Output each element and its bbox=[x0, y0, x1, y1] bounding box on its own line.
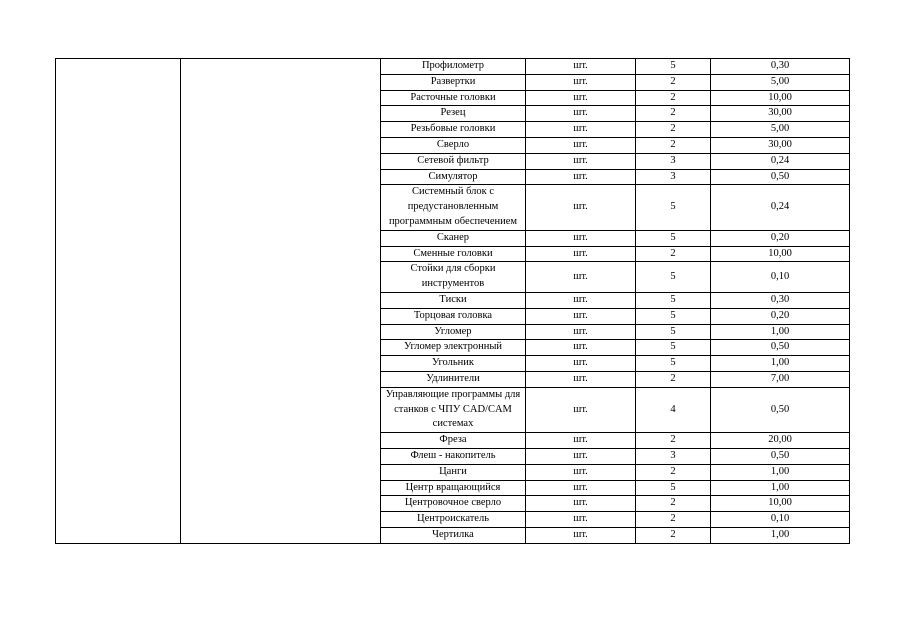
value-cell: 0,10 bbox=[711, 262, 850, 293]
value-cell: 0,50 bbox=[711, 387, 850, 432]
item-name-cell: Центр вращающийся bbox=[381, 480, 526, 496]
quantity-cell: 2 bbox=[636, 371, 711, 387]
value-cell: 0,50 bbox=[711, 340, 850, 356]
unit-cell: шт. bbox=[526, 262, 636, 293]
item-name-cell: Резец bbox=[381, 106, 526, 122]
quantity-cell: 5 bbox=[636, 59, 711, 75]
quantity-cell: 2 bbox=[636, 246, 711, 262]
item-name-cell: Чертилка bbox=[381, 527, 526, 543]
item-name-cell: Фреза bbox=[381, 433, 526, 449]
value-cell: 10,00 bbox=[711, 90, 850, 106]
item-name-cell: Профилометр bbox=[381, 59, 526, 75]
unit-cell: шт. bbox=[526, 433, 636, 449]
unit-cell: шт. bbox=[526, 340, 636, 356]
item-name-cell: Сетевой фильтр bbox=[381, 153, 526, 169]
quantity-cell: 2 bbox=[636, 512, 711, 528]
item-name-cell: Флеш - накопитель bbox=[381, 448, 526, 464]
unit-cell: шт. bbox=[526, 106, 636, 122]
item-name-cell: Расточные головки bbox=[381, 90, 526, 106]
value-cell: 5,00 bbox=[711, 74, 850, 90]
item-name-cell: Управляющие программы для станков с ЧПУ CAD/CAM системах bbox=[381, 387, 526, 432]
item-name-cell: Угломер электронный bbox=[381, 340, 526, 356]
unit-cell: шт. bbox=[526, 356, 636, 372]
quantity-cell: 2 bbox=[636, 74, 711, 90]
unit-cell: шт. bbox=[526, 464, 636, 480]
item-name-cell: Развертки bbox=[381, 74, 526, 90]
unit-cell: шт. bbox=[526, 371, 636, 387]
unit-cell: шт. bbox=[526, 324, 636, 340]
value-cell: 0,20 bbox=[711, 308, 850, 324]
value-cell: 1,00 bbox=[711, 464, 850, 480]
equipment-table bbox=[55, 58, 850, 544]
value-cell: 20,00 bbox=[711, 433, 850, 449]
unit-cell: шт. bbox=[526, 308, 636, 324]
item-name-cell: Центроискатель bbox=[381, 512, 526, 528]
value-cell: 1,00 bbox=[711, 324, 850, 340]
empty-column-1 bbox=[56, 59, 181, 544]
quantity-cell: 2 bbox=[636, 106, 711, 122]
quantity-cell: 5 bbox=[636, 340, 711, 356]
item-name-cell: Стойки для сборки инструментов bbox=[381, 262, 526, 293]
value-cell: 1,00 bbox=[711, 480, 850, 496]
quantity-cell: 3 bbox=[636, 153, 711, 169]
quantity-cell: 5 bbox=[636, 308, 711, 324]
quantity-cell: 5 bbox=[636, 324, 711, 340]
quantity-cell: 5 bbox=[636, 230, 711, 246]
unit-cell: шт. bbox=[526, 387, 636, 432]
unit-cell: шт. bbox=[526, 292, 636, 308]
value-cell: 10,00 bbox=[711, 246, 850, 262]
unit-cell: шт. bbox=[526, 246, 636, 262]
quantity-cell: 3 bbox=[636, 448, 711, 464]
quantity-cell: 5 bbox=[636, 356, 711, 372]
item-name-cell: Угольник bbox=[381, 356, 526, 372]
item-name-cell: Системный блок с предустановленным программным обеспечением bbox=[381, 185, 526, 230]
item-name-cell: Сменные головки bbox=[381, 246, 526, 262]
quantity-cell: 3 bbox=[636, 169, 711, 185]
value-cell: 1,00 bbox=[711, 527, 850, 543]
value-cell: 0,30 bbox=[711, 59, 850, 75]
unit-cell: шт. bbox=[526, 169, 636, 185]
unit-cell: шт. bbox=[526, 90, 636, 106]
quantity-cell: 5 bbox=[636, 185, 711, 230]
value-cell: 0,50 bbox=[711, 169, 850, 185]
value-cell: 30,00 bbox=[711, 106, 850, 122]
quantity-cell: 2 bbox=[636, 496, 711, 512]
value-cell: 30,00 bbox=[711, 137, 850, 153]
item-name-cell: Центровочное сверло bbox=[381, 496, 526, 512]
unit-cell: шт. bbox=[526, 122, 636, 138]
unit-cell: шт. bbox=[526, 137, 636, 153]
unit-cell: шт. bbox=[526, 448, 636, 464]
quantity-cell: 5 bbox=[636, 292, 711, 308]
value-cell: 0,50 bbox=[711, 448, 850, 464]
unit-cell: шт. bbox=[526, 527, 636, 543]
quantity-cell: 5 bbox=[636, 262, 711, 293]
item-name-cell: Цанги bbox=[381, 464, 526, 480]
item-name-cell: Удлинители bbox=[381, 371, 526, 387]
quantity-cell: 5 bbox=[636, 480, 711, 496]
unit-cell: шт. bbox=[526, 496, 636, 512]
quantity-cell: 2 bbox=[636, 464, 711, 480]
quantity-cell: 2 bbox=[636, 433, 711, 449]
value-cell: 0,20 bbox=[711, 230, 850, 246]
unit-cell: шт. bbox=[526, 480, 636, 496]
unit-cell: шт. bbox=[526, 59, 636, 75]
quantity-cell: 2 bbox=[636, 90, 711, 106]
unit-cell: шт. bbox=[526, 74, 636, 90]
table-row bbox=[56, 59, 850, 75]
item-name-cell: Сканер bbox=[381, 230, 526, 246]
value-cell: 10,00 bbox=[711, 496, 850, 512]
value-cell: 0,24 bbox=[711, 153, 850, 169]
item-name-cell: Тиски bbox=[381, 292, 526, 308]
quantity-cell: 2 bbox=[636, 527, 711, 543]
empty-column-2 bbox=[181, 59, 381, 544]
item-name-cell: Симулятор bbox=[381, 169, 526, 185]
quantity-cell: 4 bbox=[636, 387, 711, 432]
value-cell: 0,10 bbox=[711, 512, 850, 528]
item-name-cell: Угломер bbox=[381, 324, 526, 340]
unit-cell: шт. bbox=[526, 153, 636, 169]
equipment-table-body bbox=[56, 59, 850, 544]
value-cell: 0,24 bbox=[711, 185, 850, 230]
item-name-cell: Торцовая головка bbox=[381, 308, 526, 324]
unit-cell: шт. bbox=[526, 512, 636, 528]
value-cell: 5,00 bbox=[711, 122, 850, 138]
value-cell: 7,00 bbox=[711, 371, 850, 387]
value-cell: 0,30 bbox=[711, 292, 850, 308]
unit-cell: шт. bbox=[526, 230, 636, 246]
quantity-cell: 2 bbox=[636, 137, 711, 153]
item-name-cell: Сверло bbox=[381, 137, 526, 153]
value-cell: 1,00 bbox=[711, 356, 850, 372]
quantity-cell: 2 bbox=[636, 122, 711, 138]
item-name-cell: Резьбовые головки bbox=[381, 122, 526, 138]
unit-cell: шт. bbox=[526, 185, 636, 230]
